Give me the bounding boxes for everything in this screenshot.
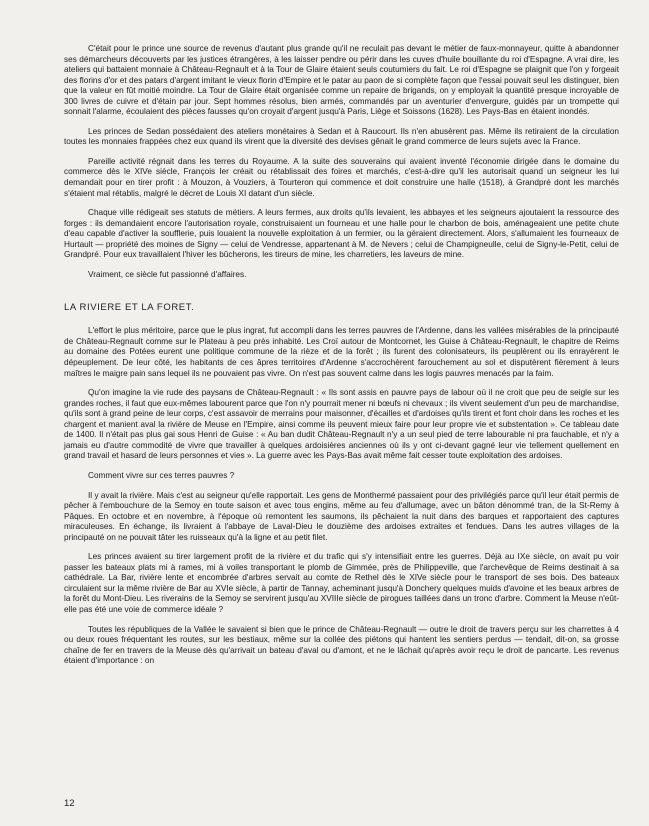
paragraph: Toutes les républiques de la Vallée le savaient si bien que le prince de Château-Regnault — outre le droit de travers perçu sur les charrettes à 4 ou deux roues fréquentant les routes, sur les bestiaux, même sur la collée des piétons qui hantent les sentiers perdus — tendait, dit-on, sa grosse chaîne de fer en travers de la Meuse dès qu'arrivait un bateau d'aval ou d'amont, et ne le lâchait qu'après avoir reçu le droit de pancarte. Les revenus étaient d'importance : on	[64, 624, 619, 666]
paragraph: Vraiment, ce siècle fut passionné d'affaires.	[88, 269, 247, 279]
paragraph: Les princes avaient su tirer largement profit de la rivière et du trafic qui s'y intensifiait entre les guerres. Déjà au IXe siècle, on avait pu voir passer les bateaux plats mi à rames, mi à voiles transportant le plomb de Gimmée, près de Philippeville, que l'archevêque de Reims destinait à sa cathédrale. La Bar, rivière lente et encombrée d'arbres servait au comte de Rethel dès le XIVe siècle pour le transport de ses bois. Des bateaux circulaient sur la même rivière de Bar au XVIe siècle, à partir de Tannay, acheminant jusqu'à Donchery quelques muids d'avoine et les beaux arbres de la forêt du Mont-Dieu. Les riverains de la Semoy se servirent jusqu'au XVIIIe siècle de pirogues taillées dans un tronc d'arbre. Comment la Meuse n'eût-elle pas été une voie de commerce idéale ?	[64, 552, 619, 614]
paragraph: C'était pour le prince une source de revenus d'autant plus grande qu'il ne reculait pas devant le métier de faux-monnayeur, quitte à abandonner ses démarcheurs découverts par les justices étrangères, à les laisser pendre ou périr dans les cuves d'huile bouillante du roi d'Espagne. A vrai dire, les ateliers qui battaient monnaie à Château-Regnault et à la Tour de Glaire étaient seuls coutumiers du fait. Le roi d'Espagne se plaignit que l'on y forgeait des florins d'or et des patars d'argent imitant le vieux florin d'Empire et le patar au paon de si complète façon que l'essai pouvait seul les distinguer, bien que la valeur en fût moitié moindre. La Tour de Glaire était organisée comme un repaire de brigands, on y employait la quantité presque incroyable de 300 livres de cuivre et d'étain par jour. Sept hommes résolus, bien armés, commandés par un aventurier d'envergure, guidés par un trompette qui sonnait l'alarme, écoulaient des pièces fausses qu'on croyait d'argent jusqu'à Paris, Liège et Soissons (1628). Les Pays-Bas en étaient inondés.	[64, 44, 619, 117]
paragraph: L'effort le plus méritoire, parce que le plus ingrat, fut accompli dans les terres pauvres de l'Ardenne, dans les vallées misérables de la principauté de Château-Regnault comme sur le Plateau à peu près inhabité. Les Croï autour de Montcornet, les Guise à Château-Regnault, le chapitre de Reims au domaine des Potées eurent une politique commune de la rièze et de la forêt ; ils furent des colonisateurs, ils peuplèrent ou ils enrayèrent le dépeuplement. De leur côté, les habitants de ces âpres territoires d'Ardenne s'accrochèrent farouchement au sol et disputèrent fièrement à leurs maîtres le maigre pain sans lequel ils ne pouvaient pas vivre. On n'est pas souvent calme dans les logis pauvres menacés par la faim.	[64, 326, 619, 378]
page-number: 12	[64, 798, 75, 809]
paragraph: Chaque ville rédigeait ses statuts de métiers. A leurs fermes, aux droits qu'ils levaient, les abbayes et les seigneurs ajoutaient la ressource des forges : ils demandaient encore l'autorisation royale, construisaient un fourneau et une halle pour le charbon de bois, aménageaient une petite chute d'eau capable d'activer la soufflerie, puis louaient la nouvelle exploitation à un fermier, ou la géraient directement. Alors, s'allumaient les fourneaux de Hurtault — propriété des moines de Signy — celui de Vendresse, appartenant à M. de Nevers ; celui de Champigneulle, celui de Signy-le-Petit, celui de Grandpré. Pour eux travaillaient l'hiver les bûcherons, les tireurs de mine, les charretiers, les laveurs de mine.	[64, 208, 619, 260]
paragraph: Il y avait la rivière. Mais c'est au seigneur qu'elle rapportait. Les gens de Monthermé passaient pour des privilégiés parce qu'il leur était permis de pêcher à l'embouchure de la Semoy en toute saison et avec tous engins, même au feu d'allumage, avec un bâton dénommé tran, de la St-Remy à Pâques. En octobre et en novembre, à l'époque où remontent les saumons, ils pêchaient la nuit dans des barques et rapportaient des captures miraculeuses. En échange, ils livraient à l'abbaye de Laval-Dieu le douzième des ardoises extraites et fendues. Dans les autres villages de la principauté on ne pouvait tâter les ruisseaux qu'à la ligne et au petit filet.	[64, 490, 619, 542]
paragraph: Pareille activité régnait dans les terres du Royaume. A la suite des souverains qui avaient inventé l'économie dirigée dans le domaine du commerce dès le XIVe siècle, François Ier créait ou rétablissait des foires et marchés, c'est-à-dire qu'il les autorisait quand un seigneur les lui demandait pour en tirer profit : à Mouzon, à Vouziers, à Tourteron qui commence et doit construire une halle (1518), à Grandpré dont les marchés s'étaient mal rétablis, malgré le décret de Louis XI datant d'un siècle.	[64, 156, 619, 198]
section-title: LA RIVIERE ET LA FORET.	[64, 302, 195, 314]
paragraph: Qu'on imagine la vie rude des paysans de Château-Regnault : « Ils sont assis en pauvre pays de labour où il ne croit que peu de seigle sur les grandes roches, il faut que eux-mêmes labourent parce que l'on n'y pourrait mener ni bœufs ni chevaux ; ils vivent seulement d'un peu de marchandise, qu'ils sont à grand peine de leur corps, c'est assavoir de merrains pour maisonner, d'écailles et d'ardoises qu'ils tirent et font choir dans les roches et les chargent et manient aval la rivière de Meuse en l'Empire, ainsi comme ils peuvent mieux faire pour leur propre vie et substentation ». Ce tableau date de 1400. Il n'était pas plus gai sous Henri de Guise : « Au ban dudit Château-Regnault n'y a un seul pied de terre labourable ni pra fauchable, et n'y a jamais eu d'autre commodité de vivre que travailler à quelques ardoisières anciennes où ils y ont ci-devant gagné leur vie tellement quellement en grand travail et hasard de leurs personnes et vies ». La guerre avec les Pays-Bas avait même fait cesser toute exploitation des ardoises.	[64, 388, 619, 461]
paragraph: Comment vivre sur ces terres pauvres ?	[88, 470, 235, 480]
paragraph: Les princes de Sedan possédaient des ateliers monétaires à Sedan et à Raucourt. Ils n'en abusèrent pas. Même ils retiraient de la circulation toutes les monnaies frappées chez eux quand ils virent que la diversité des devises gênait le grand commerce de leurs sujets avec la France.	[64, 126, 619, 147]
